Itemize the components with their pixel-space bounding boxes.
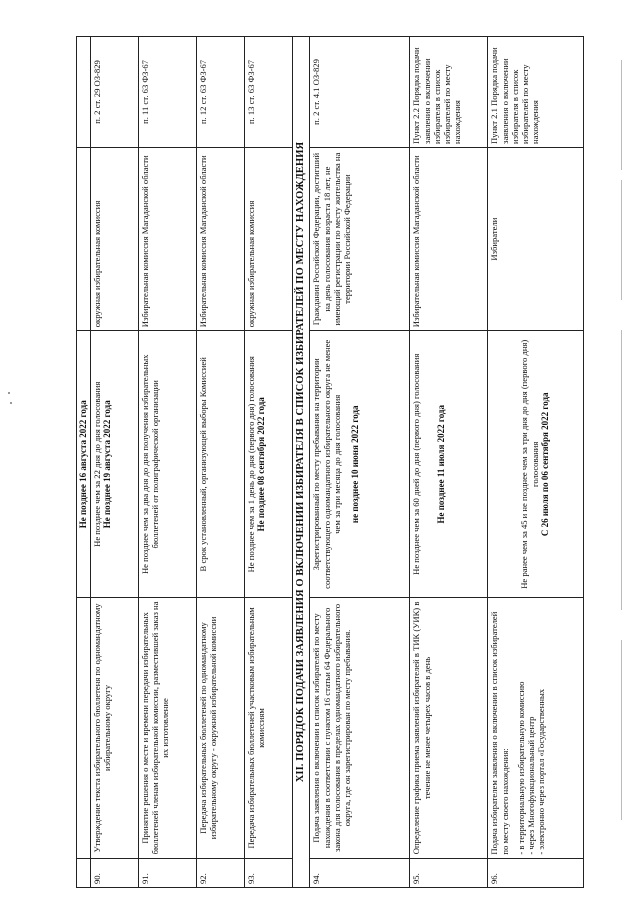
row-basis: п. 11 ст. 63 ФЗ-67 <box>139 37 197 148</box>
row-action-line: - электронно через портал «Государственных <box>535 688 546 855</box>
row-basis: п. 13 ст. 63 ФЗ-67 <box>245 37 293 148</box>
row-deadline: В срок установленный, организующей выборы Комиссией <box>197 331 245 598</box>
row-number: 94. <box>310 858 410 887</box>
section-title: XII. ПОРЯДОК ПОДАЧИ ЗАЯВЛЕНИЯ О ВКЛЮЧЕНИИ ИЗБИРАТЕЛЯ В СПИСОК ИЗБИРАТЕЛЕЙ ПО МЕСТУ НАХОЖДЕНИЯ <box>293 37 310 888</box>
row-deadline: Не позднее чем за два дня до дня получения избирательных бюллетеней от полиграфической организации <box>139 331 197 598</box>
row-action-line: Подача избирателем заявления о включении в список избирателей по месту своего нахождения: <box>489 611 510 855</box>
row-action: Передача избирательных бюллетеней по одномандатному избирательному округу - окружной избирательной комиссии <box>197 598 245 858</box>
row-basis <box>77 37 91 148</box>
row-basis: п. 2 ст. 4.1 ОЗ-829 <box>310 37 410 148</box>
row-deadline-date: не позднее 10 июня 2022 года <box>349 405 360 524</box>
row-action <box>488 598 584 858</box>
row-executor: окружная избирательная комиссия <box>91 147 139 330</box>
row-deadline-text: Не позднее чем за 1 день до дня (первого дня) голосования <box>246 356 256 573</box>
scan-edge-line <box>621 640 622 820</box>
row-basis: п. 12 ст. 63 ФЗ-67 <box>197 37 245 148</box>
row-number <box>77 858 91 887</box>
row-deadline-text: Зарегистрированный по месту пребывания на территории соответствующего одномандатного избирательного округа не менее чем за три месяца до дня голосования <box>311 339 342 589</box>
row-deadline-date: Не позднее 16 августа 2022 года <box>78 400 88 529</box>
scan-edge-line <box>621 330 622 610</box>
election-schedule-table <box>76 36 584 888</box>
row-basis: Пункт 2.2 Порядка подачи заявления о включении избирателя в список избирателей по месту нахождения <box>410 37 488 148</box>
row-deadline-text: Не ранее чем за 45 и не позднее чем за три дня до дня (первого дня) голосования <box>519 339 540 589</box>
row-number: 96. <box>488 858 584 887</box>
row-deadline-date: Не позднее 08 сентября 2022 года <box>256 397 267 532</box>
table-row <box>139 37 197 888</box>
table-row <box>77 37 91 888</box>
section-header-row <box>293 37 310 888</box>
row-action: Принятие решения о месте и времени передачи избирательных бюллетеней членам избирательной комиссии, разместившей заказ на их изготовление <box>139 598 197 858</box>
row-number: 95. <box>410 858 488 887</box>
row-deadline <box>245 331 293 598</box>
table-row <box>488 37 584 888</box>
scan-edge-line <box>621 60 622 170</box>
row-deadline <box>77 331 91 598</box>
rotated-schedule-sheet <box>76 36 601 888</box>
row-deadline-date: Не позднее 11 июля 2022 года <box>435 405 446 524</box>
row-executor: Избиратели <box>488 147 584 330</box>
row-deadline <box>91 331 139 598</box>
table-row <box>310 37 410 888</box>
scan-speck <box>10 402 12 404</box>
row-number: 93. <box>245 858 293 887</box>
row-deadline <box>488 331 584 598</box>
row-executor: Гражданин Российской Федерации, достигший на день голосования возраста 18 лет, не имеющий регистрации по месту жительства на территории Российской Федерации <box>310 147 410 330</box>
row-action: Подача заявления о включении в список избирателей по месту нахождения в соответствии с пунктом 16 статьи 64 Федерального закона для голосования в пределах одномандатного избирательного округа, где он зарегистрирован по месту пребывания. <box>310 598 410 858</box>
row-basis: п. 2 ст. 29 ОЗ-829 <box>91 37 139 148</box>
row-executor: окружная избирательная комиссия <box>245 147 293 330</box>
scan-edge-line <box>621 180 622 300</box>
table-row <box>197 37 245 888</box>
row-deadline-date: С 26 июля по 06 сентября 2022 года <box>539 392 550 537</box>
table-row <box>410 37 488 888</box>
table-row <box>245 37 293 888</box>
row-deadline <box>410 331 488 598</box>
row-deadline <box>310 331 410 598</box>
row-number: 91. <box>139 858 197 887</box>
table-row <box>91 37 139 888</box>
row-number: 92. <box>197 858 245 887</box>
row-executor: Избирательная комиссия Магаданской области <box>139 147 197 330</box>
row-action-line: - в территориальную избирательную комиссию <box>515 681 526 855</box>
row-action: Утверждение текста избирательного бюллетеня по одномандатному избирательному округу <box>91 598 139 858</box>
row-action <box>77 598 91 858</box>
row-action: Передача избирательных бюллетеней участковым избирательным комиссиям <box>245 598 293 858</box>
row-deadline-text: Не позднее чем за 22 дня до дня голосования <box>92 381 102 547</box>
row-deadline-date: Не позднее 19 августа 2022 года <box>102 400 113 529</box>
row-executor <box>77 147 91 330</box>
row-basis: Пункт 2.1 Порядка подачи заявления о включении избирателя в список избирателей по месту нахождения <box>488 37 584 148</box>
row-action-line: - через Многофункциональный центр <box>525 716 536 855</box>
scan-speck <box>8 392 10 394</box>
row-action: Определение графика приема заявлений избирателей в ТИК (УИК) в течение не менее четырех часов в день <box>410 598 488 858</box>
row-deadline-text: Не позднее чем за 60 дней до дня (первого дня) голосования <box>411 353 422 575</box>
row-number: 90. <box>91 858 139 887</box>
row-executor: Избирательная комиссия Магаданской области <box>197 147 245 330</box>
row-executor: Избирательная комиссия Магаданской области <box>410 147 488 330</box>
